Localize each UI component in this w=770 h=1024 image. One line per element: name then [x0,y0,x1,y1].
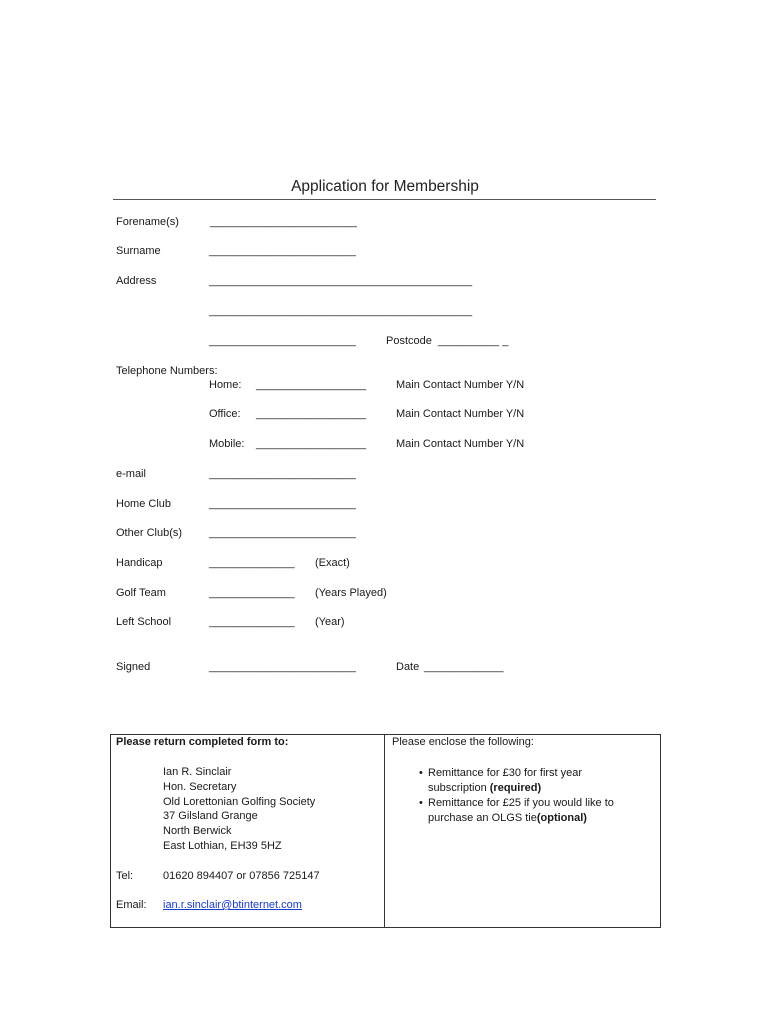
return-address-line: Hon. Secretary [163,781,237,793]
home-club-field[interactable]: ________________________ [209,498,356,510]
office-phone-label: Office: [209,408,241,420]
postcode-label: Postcode [386,335,432,347]
remittance-item-1-line-1: Remittance for £30 for first year [428,767,583,779]
golf-team-note: (Years Played) [315,587,387,599]
bullet-icon: • [419,767,423,779]
other-clubs-field[interactable]: ________________________ [209,527,356,539]
handicap-label: Handicap [116,557,163,569]
info-table-divider [384,734,385,928]
home-main-contact: Main Contact Number Y/N [396,379,525,391]
postcode-field[interactable]: __________ _ [438,335,509,347]
telephone-numbers-label: Telephone Numbers: [116,365,218,377]
left-school-label: Left School [116,616,172,628]
optional-tag: (optional) [536,812,587,824]
enclose-heading: Please enclose the following: [392,736,534,748]
surname-field[interactable]: ________________________ [209,245,356,257]
remittance-item-2-line-2: purchase an OLGS tie(optional) [428,812,587,824]
golf-team-field[interactable]: ______________ [209,587,295,599]
office-phone-field[interactable]: __________________ [256,408,367,420]
golf-team-label: Golf Team [116,587,166,599]
other-clubs-label: Other Club(s) [116,527,183,539]
remittance-item-1-line-2: subscription (required) [428,782,542,794]
handicap-note: (Exact) [315,557,350,569]
contact-email-link[interactable]: ian.r.sinclair@btinternet.com [163,899,302,911]
tel-label: Tel: [116,870,134,882]
address-field-line-2[interactable]: ___________________________________________ [209,305,473,317]
date-field[interactable]: _____________ [424,661,504,673]
date-label: Date [396,661,420,673]
forename-field[interactable]: ________________________ [210,216,357,228]
mobile-phone-field[interactable]: __________________ [256,438,367,450]
signature-field[interactable]: ________________________ [209,661,356,673]
bullet-icon: • [419,797,423,809]
home-phone-label: Home: [209,379,242,391]
email-field[interactable]: ________________________ [209,468,356,480]
return-address-line: Ian R. Sinclair [163,766,232,778]
tel-value: 01620 894407 or 07856 725147 [163,870,320,882]
handicap-field[interactable]: ______________ [209,557,295,569]
office-main-contact: Main Contact Number Y/N [396,408,525,420]
contact-email-label: Email: [116,899,147,911]
home-phone-field[interactable]: __________________ [256,379,367,391]
mobile-phone-label: Mobile: [209,438,245,450]
signed-label: Signed [116,661,151,673]
address-field-line-3[interactable]: ________________________ [209,335,356,347]
remittance-item-2-line-1: Remittance for £25 if you would like to [428,797,614,809]
email-label: e-mail [116,468,146,480]
required-tag: (required) [489,782,542,794]
return-address-line: 37 Gilsland Grange [163,810,258,822]
address-label: Address [116,275,157,287]
surname-label: Surname [116,245,161,257]
left-school-note: (Year) [315,616,345,628]
page-title: Application for Membership [291,178,479,195]
return-heading: Please return completed form to: [116,736,289,748]
forename-label: Forename(s) [116,216,179,228]
return-address-line: Old Lorettonian Golfing Society [163,796,316,808]
left-school-field[interactable]: ______________ [209,616,295,628]
return-address-line: East Lothian, EH39 5HZ [163,840,282,852]
mobile-main-contact: Main Contact Number Y/N [396,438,525,450]
return-address-line: North Berwick [163,825,232,837]
address-field-line-1[interactable]: ___________________________________________ [209,275,473,287]
title-underline [113,199,656,200]
home-club-label: Home Club [116,498,172,510]
